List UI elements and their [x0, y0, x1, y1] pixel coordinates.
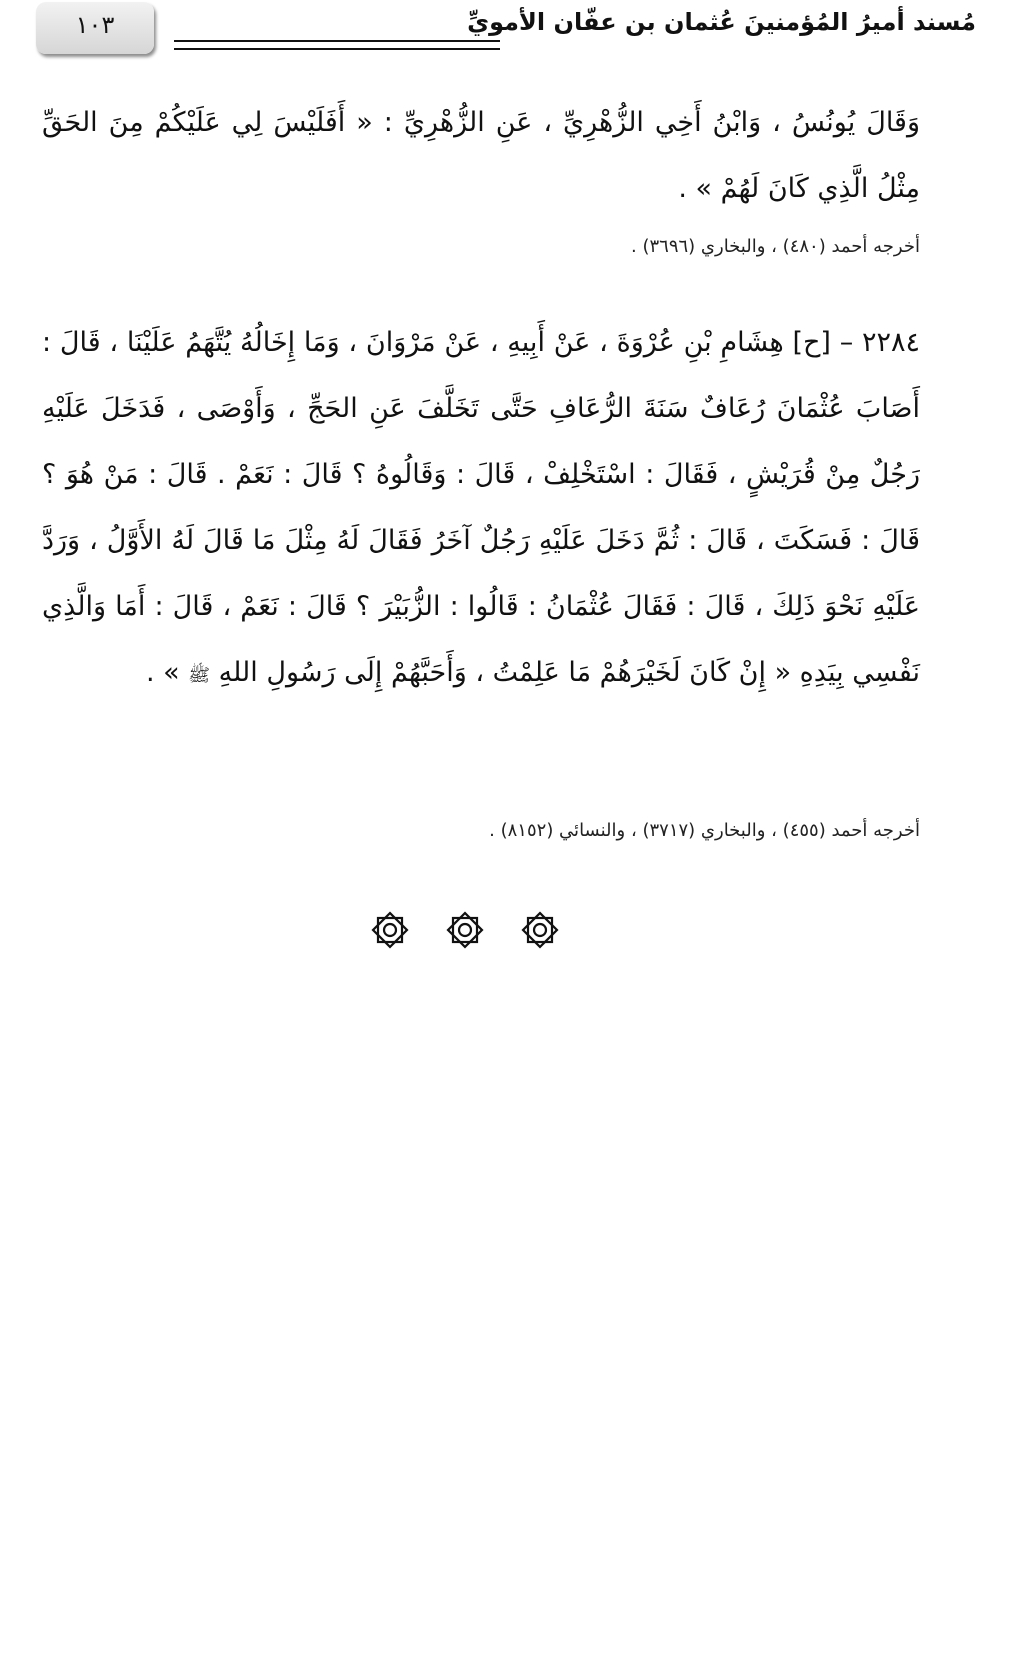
page-number-tab: [36, 2, 154, 54]
page-header: [36, 2, 976, 60]
running-title: مُسند أميرُ المُؤمنينَ عُثمان بن عفّان الأمويِّ: [467, 8, 976, 36]
hadith-number: ٢٢٨٤: [862, 327, 921, 358]
header-rule: [174, 40, 500, 50]
citation-1: أخرجه أحمد (٤٨٠) ، والبخاري (٣٦٩٦) .: [631, 236, 920, 257]
star-ornament-icon: [443, 908, 487, 952]
hadith-text: – [ح] هِشَامِ بْنِ عُرْوَةَ ، عَنْ أَبِيهِ ، عَنْ مَرْوَانَ ، وَمَا إِخَالُهُ يُتَّهَمُ عَلَيْنَا ، قَالَ : أَصَابَ عُثْمَانَ رُعَافٌ سَنَةَ الرُّعَافِ حَتَّى تَخَلَّفَ عَنِ الحَجِّ ، وَأَوْصَى ، فَدَخَلَ عَلَيْهِ رَجُلٌ مِنْ قُرَيْشٍ ، فَقَالَ : اسْتَخْلِفْ ، قَالَ : وَقَالُوهُ ؟ قَالَ : نَعَمْ . قَالَ : مَنْ هُوَ ؟ قَالَ : فَسَكَتَ ، قَالَ : ثُمَّ دَخَلَ عَلَيْهِ رَجُلٌ آخَرُ فَقَالَ لَهُ مِثْلَ مَا قَالَ لَهُ الأَوَّلُ ، وَرَدَّ عَلَيْهِ نَحْوَ ذَلِكَ ، قَالَ : فَقَالَ عُثْمَانُ : قَالُوا : الزُّبَيْرَ ؟ قَالَ : نَعَمْ ، قَالَ : أَمَا وَالَّذِي نَفْسِي بِيَدِهِ « إِنْ كَانَ لَخَيْرَهُمْ مَا عَلِمْتُ ، وَأَحَبَّهُمْ إِلَى رَسُولِ اللهِ: [42, 327, 920, 688]
section-ornaments: [0, 908, 1010, 958]
star-ornament-icon: [368, 908, 412, 952]
hadith-paragraph: [42, 310, 920, 706]
honorific-glyph: ﷺ: [188, 665, 211, 686]
star-ornament-icon: [518, 908, 562, 952]
page-number: ١٠٣: [75, 11, 115, 39]
paragraph-1: وَقَالَ يُونُسُ ، وَابْنُ أَخِي الزُّهْرِيِّ ، عَنِ الزُّهْرِيِّ : « أَفَلَيْسَ لِي عَلَيْكُمْ مِنَ الحَقِّ مِثْلُ الَّذِي كَانَ لَهُمْ » .: [42, 107, 920, 204]
citation-2: أخرجه أحمد (٤٥٥) ، والبخاري (٣٧١٧) ، والنسائي (٨١٥٢) .: [489, 820, 920, 841]
hadith-closing: » .: [146, 657, 180, 688]
